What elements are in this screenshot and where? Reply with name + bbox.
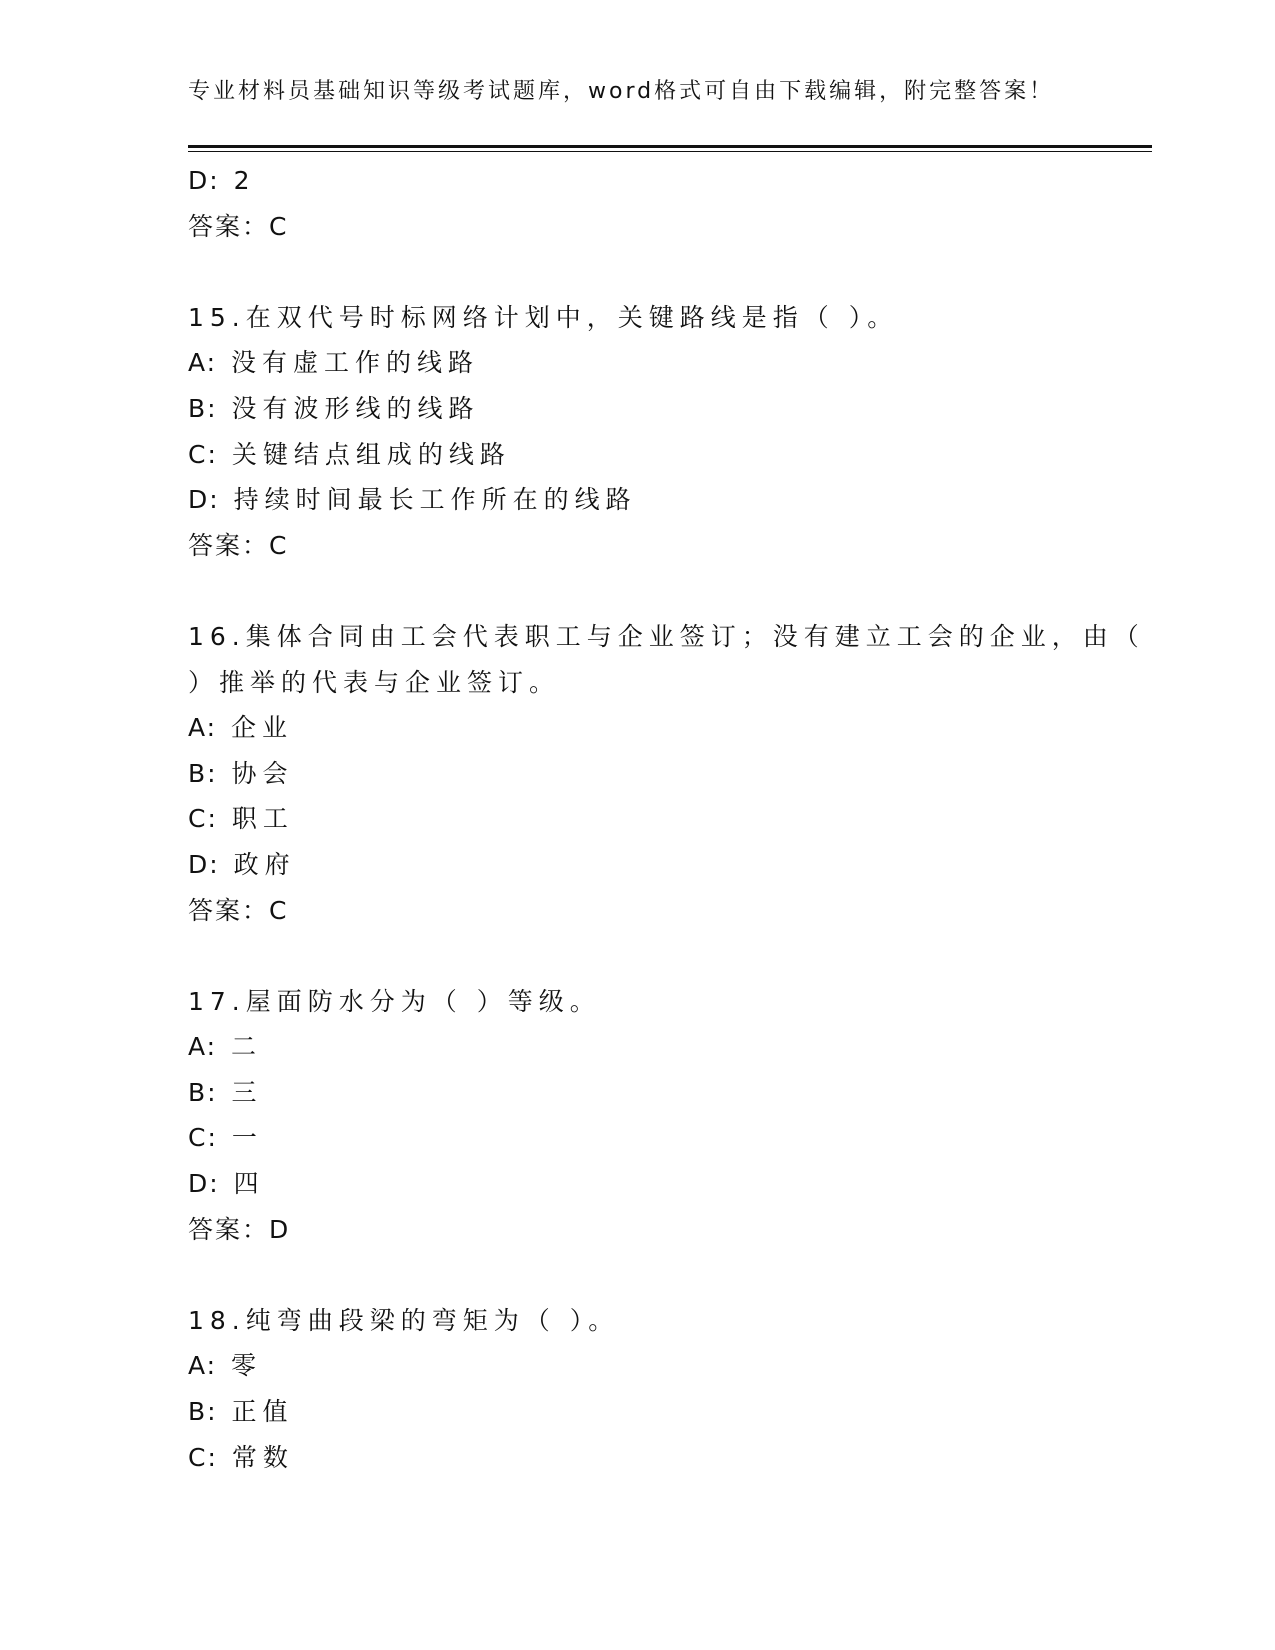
option-text: 零 — [231, 1351, 263, 1381]
option-text: 二 — [231, 1032, 263, 1062]
option-text: 协会 — [231, 758, 294, 788]
option-text: 企业 — [231, 713, 294, 743]
option-line — [188, 1435, 1088, 1481]
option-line — [188, 751, 1088, 797]
question-18 — [188, 1298, 1088, 1480]
option-label: B: — [188, 1397, 218, 1427]
option-label: C: — [188, 1442, 218, 1472]
option-label: B: — [188, 758, 218, 788]
option-label: D: — [188, 166, 220, 195]
option-text: 一 — [231, 1123, 263, 1153]
option-text: 职工 — [231, 804, 294, 834]
option-line — [188, 477, 1088, 523]
spacer — [188, 249, 1088, 295]
header-rule-thin — [188, 151, 1152, 152]
option-line — [188, 1389, 1088, 1435]
option-label: A: — [188, 348, 218, 378]
option-label: D: — [188, 1169, 220, 1199]
option-line — [188, 1161, 1088, 1207]
option-line — [188, 796, 1088, 842]
question-stem-continued: ）推举的代表与企业签订。 — [188, 667, 561, 697]
option-line — [188, 1070, 1088, 1116]
answer-line: 答案：D — [188, 1214, 291, 1244]
option-label: A: — [188, 1032, 218, 1062]
answer-line: 答案：C — [188, 530, 289, 560]
option-line — [188, 705, 1088, 751]
question-15 — [188, 295, 1088, 569]
header-rule-thick — [188, 145, 1152, 148]
question-17 — [188, 979, 1088, 1253]
question-stem: 18.纯弯曲段梁的弯矩为（ ）。 — [188, 1305, 620, 1335]
option-text: 关键结点组成的线路 — [231, 439, 511, 469]
option-text: 2 — [233, 166, 256, 195]
option-line — [188, 1115, 1088, 1161]
spacer — [188, 933, 1088, 979]
question-stem: 17.屋面防水分为（ ）等级。 — [188, 986, 601, 1016]
option-label: A: — [188, 713, 218, 743]
question-16 — [188, 614, 1145, 933]
option-label: D: — [188, 849, 220, 879]
option-label: D: — [188, 485, 220, 515]
option-label: C: — [188, 439, 218, 469]
option-line — [188, 1343, 1088, 1389]
option-text: 政府 — [233, 849, 296, 879]
option-text: 常数 — [231, 1442, 294, 1472]
answer-line: 答案：C — [188, 895, 289, 925]
option-line — [188, 158, 1088, 204]
option-line — [188, 432, 1088, 478]
spacer — [188, 1252, 1088, 1298]
page-header: 专业材料员基础知识等级考试题库，word格式可自由下载编辑，附完整答案！ — [188, 79, 1055, 104]
spacer — [188, 568, 1088, 614]
option-text: 四 — [233, 1169, 265, 1199]
option-line — [188, 842, 1088, 888]
option-text: 三 — [231, 1077, 263, 1107]
option-label: B: — [188, 393, 218, 423]
option-label: C: — [188, 804, 218, 834]
option-label: C: — [188, 1123, 218, 1153]
option-text: 正值 — [231, 1397, 294, 1427]
option-text: 没有虚工作的线路 — [231, 348, 480, 378]
option-text: 没有波形线的线路 — [231, 393, 480, 423]
option-line — [188, 386, 1088, 432]
option-line — [188, 1024, 1088, 1070]
question-stem: 15.在双代号时标网络计划中，关键路线是指（ ）。 — [188, 302, 899, 332]
option-text: 持续时间最长工作所在的线路 — [233, 485, 637, 515]
document-body — [188, 158, 1145, 1480]
question-stem: 16.集体合同由工会代表职工与企业签订；没有建立工会的企业，由（ — [188, 621, 1145, 651]
answer-line: 答案：C — [188, 211, 289, 241]
option-line — [188, 340, 1088, 386]
option-label: A: — [188, 1351, 218, 1381]
option-label: B: — [188, 1077, 218, 1107]
